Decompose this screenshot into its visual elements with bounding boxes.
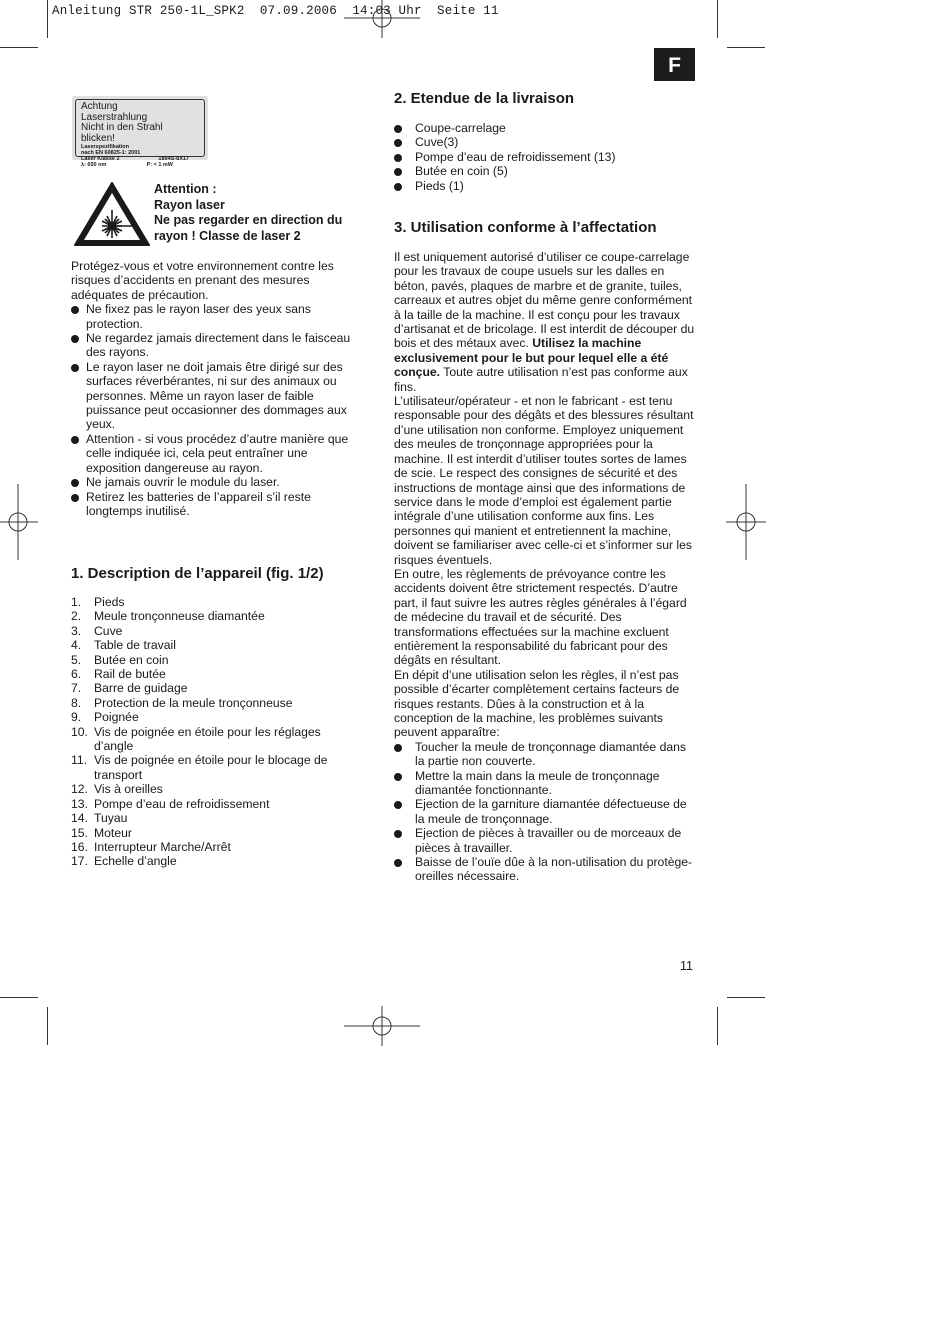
list-item: Ne jamais ouvrir le module du laser.: [71, 475, 365, 489]
list-item: 5. Butée en coin: [71, 652, 169, 667]
attention-text: [154, 182, 364, 244]
laser-warning-label: [72, 96, 208, 168]
list-item: Butée en coin (5): [394, 164, 694, 178]
list-item: Cuve(3): [394, 135, 694, 149]
label-line-2: Laserstrahlung: [81, 111, 148, 123]
registration-mark-bottom: [344, 1006, 424, 1046]
list-item: 3. Cuve: [71, 623, 123, 638]
page-number: 11: [680, 959, 693, 973]
list-item: 11. Vis de poignée en étoile pour le blocage de transport: [71, 753, 328, 782]
list-item: Retirez les batteries de l’appareil s’il reste longtemps inutilisé.: [71, 490, 365, 519]
attention-line-4: rayon ! Classe de laser 2: [154, 228, 301, 243]
section-2-title: 2. Etendue de la livraison: [394, 90, 575, 107]
list-item: Baisse de l’ouïe dûe à la non-utilisation du protège-oreilles nécessaire.: [394, 855, 697, 884]
attention-line-1: Attention :: [154, 182, 217, 196]
list-item: Ejection de la garniture diamantée défectueuse de la meule de tronçonnage.: [394, 797, 697, 826]
safety-block: [71, 259, 365, 518]
label-power: P: < 1 mW: [146, 162, 173, 168]
attention-line-3: Ne pas regarder en direction du: [154, 213, 343, 227]
list-item: 15. Moteur: [71, 825, 132, 840]
list-item: 2. Meule tronçonneuse diamantée: [71, 609, 265, 624]
list-item: 13. Pompe d’eau de refroidissement: [71, 796, 270, 811]
paragraph: L’utilisateur/opérateur - et non le fabricant - est tenu responsable pour des dégâts et des blessures résultant d’une utilisation non conforme. Employez uniquement des meules de tronçonnage appropriées pour la machine. Il est interdit d’utiliser toutes sortes de lames de scie. Le respect des consignes de sécurité et des instructions de montage ainsi que des informations de service dans le mode d’emploi est également partie intégrale d’une utilisation conforme aux fins. Les personnes qui manient et entretiennent la machine, doivent se familiariser avec celle-ci et s’informer sur les risques éventuels.: [394, 394, 694, 567]
section-3-title: 3. Utilisation conforme à l’affectation: [394, 219, 657, 236]
list-item: Attention - si vous procédez d’autre manière que celle indiquée ici, cela peut entraîner une exposition dangereuse au rayon.: [71, 432, 365, 475]
label-spec-3: Laser Klasse 2: [81, 156, 120, 162]
list-item: 16. Interrupteur Marche/Arrêt: [71, 839, 231, 854]
paragraph: Il est uniquement autorisé d’utiliser ce coupe-carrelage pour les travaux de coupe usuels sur les dalles en béton, pavés, plaques de marbre et de granite, tuiles, carreaux et autres objet du même genre conformément à la taille de la machine. Il est conçu pour les travaux d’artisanat et de bricolage. Il est interdit de découper du bois et des métaux avec. Utilisez la machine exclusivement pour le but pour lequel elle a été conçue. Toute autre utilisation n’est pas conforme aux fins.: [394, 250, 695, 394]
list-item: Toucher la meule de tronçonnage diamantée dans la partie non couverte.: [394, 740, 697, 769]
label-spec-1: Laserspezifikation: [81, 144, 129, 150]
paragraph: En outre, les règlements de prévoyance contre les accidents doivent être strictement respectés. D’autre part, il faut suivre les autres règles générales à l’égard de médecine du travail et de sécurité. Des transformations effectuées sur la machine excluent entièrement la responsabilité du fabricant pour des dégâts en résultant.: [394, 566, 687, 668]
list-item: Ne regardez jamais directement dans le faisceau des rayons.: [71, 331, 365, 360]
list-item: 4. Table de travail: [71, 638, 176, 653]
list-item: Coupe-carrelage: [394, 121, 694, 135]
label-code: 1894S-8X17: [158, 156, 189, 162]
list-item: 1. Pieds: [71, 595, 125, 609]
list-item: 7. Barre de guidage: [71, 681, 188, 696]
list-item: 6. Rail de butée: [71, 667, 166, 682]
list-item: 10. Vis de poignée en étoile pour les réglages d’angle: [71, 724, 321, 754]
intended-use-text: [394, 250, 697, 884]
list-item: 12. Vis à oreilles: [71, 782, 163, 797]
list-item: Pompe d’eau de refroidissement (13): [394, 150, 694, 164]
label-line-3: Nicht in den Strahl blicken!: [81, 122, 163, 144]
print-header: Anleitung STR 250-1L_SPK2 07.09.2006 14:03 Uhr Seite 11: [52, 4, 499, 18]
language-badge: F: [654, 48, 695, 81]
list-item: Ne fixez pas le rayon laser des yeux sans protection.: [71, 302, 365, 331]
list-item: Ejection de pièces à travailler ou de morceaux de pièces à travailler.: [394, 826, 697, 855]
attention-line-2: Rayon laser: [154, 197, 225, 212]
list-item: Le rayon laser ne doit jamais être dirigé sur des surfaces réverbérantes, ni sur des animaux ou personnes. Même un rayon laser de faible puissance peut occasionner des dommages aux yeux.: [71, 360, 365, 432]
paragraph: En dépit d’une utilisation selon les règles, il n’est pas possible d’écarter complètement certains facteurs de risques restants. Dûes à la construction et à la conception de la machine, les problèmes suivants peuvent apparaître:: [394, 667, 680, 740]
list-item: 17. Echelle d’angle: [71, 854, 177, 869]
parts-list: [71, 595, 361, 869]
section-1-title: 1. Description de l’appareil (fig. 1/2): [71, 565, 324, 582]
label-spec-2: nach EN 60825-1: 2001: [81, 150, 141, 156]
laser-hazard-icon: [73, 180, 151, 248]
safety-intro: Protégez-vous et votre environnement contre les risques d’accidents en prenant des mesures adéquates de précaution.: [71, 259, 334, 302]
list-item: 8. Protection de la meule tronçonneuse: [71, 695, 293, 710]
list-item: Pieds (1): [394, 179, 694, 193]
registration-mark-right: [726, 484, 776, 564]
label-wavelength: λ: 650 nm: [81, 162, 107, 168]
registration-mark-top: [344, 0, 424, 40]
list-item: 14. Tuyau: [71, 811, 128, 826]
registration-mark-left: [0, 484, 50, 564]
label-line-1: Achtung: [81, 101, 118, 112]
delivery-list: [394, 121, 694, 193]
list-item: 9. Poignée: [71, 710, 139, 725]
list-item: Mettre la main dans la meule de tronçonnage diamantée fonctionnante.: [394, 769, 697, 798]
